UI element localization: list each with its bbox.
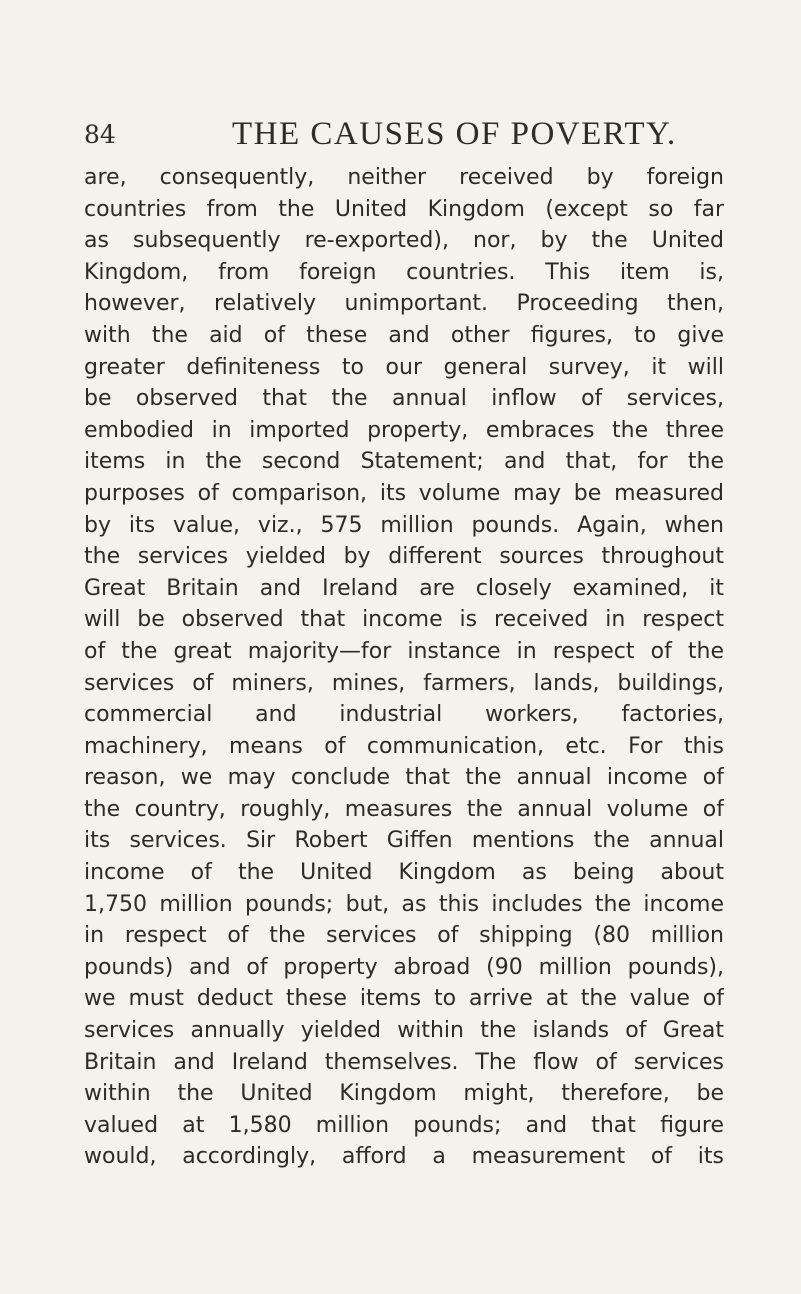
text-line: purposes of comparison, its volume may be measured xyxy=(84,480,724,506)
text-line: the services yielded by different sources throughout xyxy=(84,544,724,570)
text-line: Great Britain and Ireland are closely examined, it xyxy=(84,575,724,601)
text-line: Kingdom, from foreign countries. This item is, xyxy=(84,259,724,285)
text-line: in respect of the services of shipping (80 million xyxy=(84,923,724,949)
text-line: 1,750 million pounds; but, as this includes the income xyxy=(84,891,724,917)
text-line: embodied in imported property, embraces the three xyxy=(84,417,724,443)
text-line: the country, roughly, measures the annual volume of xyxy=(84,796,724,822)
text-line: would, accordingly, afford a measurement of its xyxy=(84,1144,724,1170)
text-line: within the United Kingdom might, therefore, be xyxy=(84,1081,724,1107)
text-line: its services. Sir Robert Giffen mentions the annual xyxy=(84,828,724,854)
text-line: commercial and industrial workers, factories, xyxy=(84,702,724,728)
text-line: countries from the United Kingdom (except so far xyxy=(84,196,724,222)
running-title: THE CAUSES OF POVERTY. xyxy=(232,116,677,152)
text-line: valued at 1,580 million pounds; and that figure xyxy=(84,1112,724,1138)
text-line: by its value, viz., 575 million pounds. Again, when xyxy=(84,512,724,538)
text-line: services of miners, mines, farmers, lands, buildings, xyxy=(84,670,724,696)
text-line: greater definiteness to our general survey, it will xyxy=(84,354,724,380)
text-line: machinery, means of communication, etc. For this xyxy=(84,733,724,759)
text-line: Britain and Ireland themselves. The flow of services xyxy=(84,1049,724,1075)
text-line: be observed that the annual inflow of services, xyxy=(84,386,724,412)
text-line: services annually yielded within the islands of Great xyxy=(84,1018,724,1044)
text-line: pounds) and of property abroad (90 million pounds), xyxy=(84,954,724,980)
text-line: of the great majority—for instance in respect of the xyxy=(84,638,724,664)
page-number: 84 xyxy=(84,120,116,149)
text-line: will be observed that income is received in respect xyxy=(84,607,724,633)
text-line: items in the second Statement; and that, for the xyxy=(84,449,724,475)
page-header xyxy=(84,112,724,162)
text-line: with the aid of these and other figures, to give xyxy=(84,322,724,348)
text-line: are, consequently, neither received by foreign xyxy=(84,165,724,190)
body-paragraph xyxy=(84,162,724,1173)
text-line: reason, we may conclude that the annual income of xyxy=(84,765,724,791)
text-line: we must deduct these items to arrive at the value of xyxy=(84,986,724,1012)
text-line: however, relatively unimportant. Proceeding then, xyxy=(84,291,724,317)
text-line: income of the United Kingdom as being about xyxy=(84,860,724,886)
text-line: as subsequently re-exported), nor, by the United xyxy=(84,228,724,254)
